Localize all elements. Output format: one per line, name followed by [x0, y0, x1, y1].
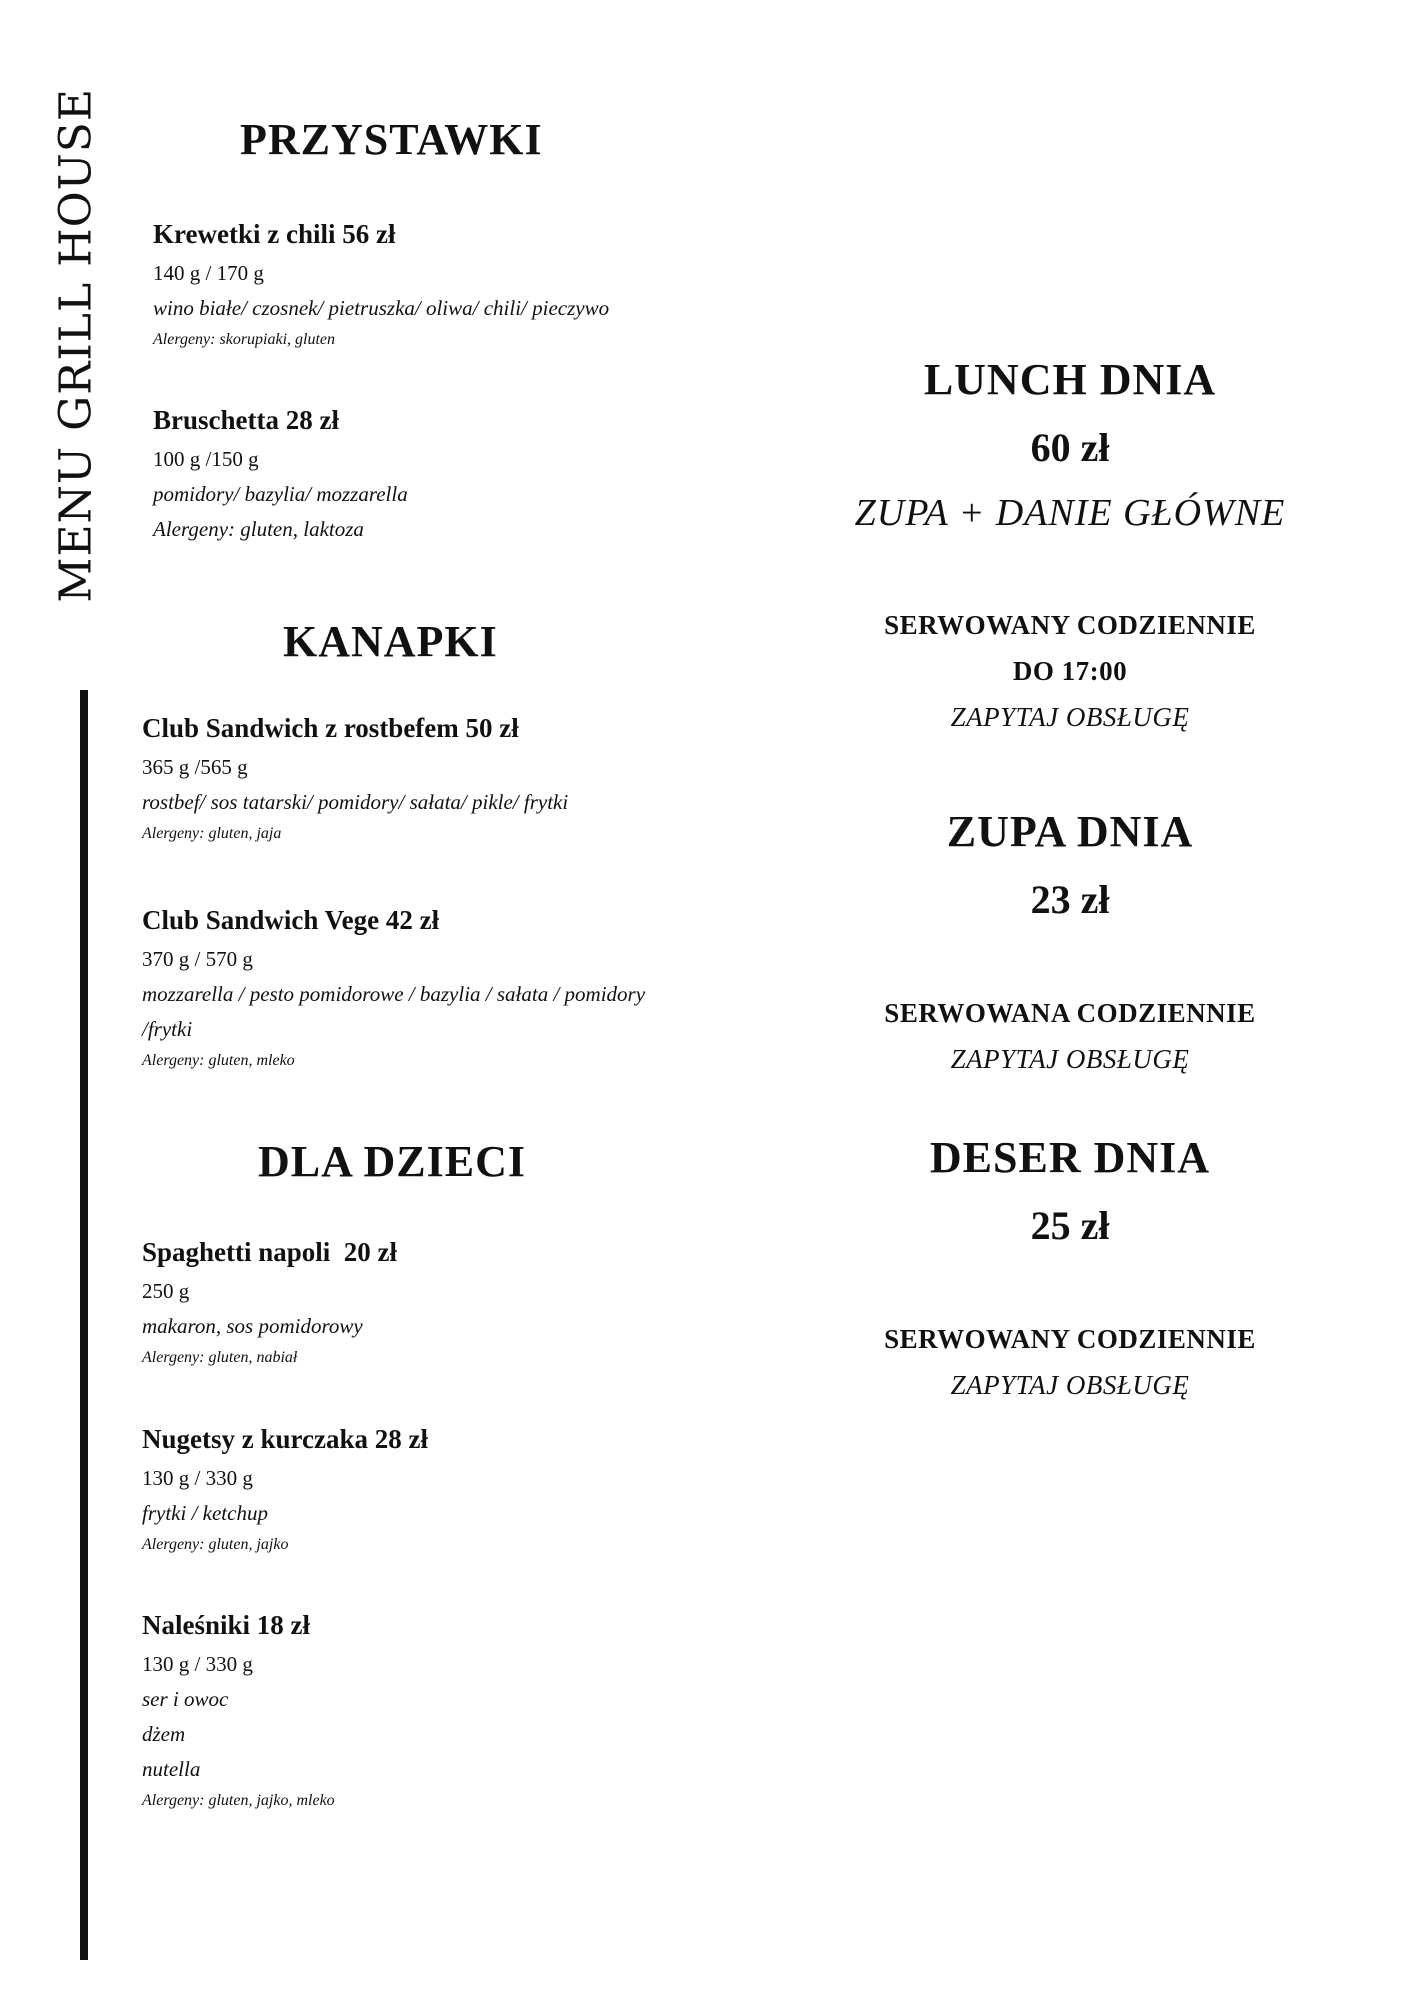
item-name: Krewetki z chili 56 zł	[153, 219, 396, 249]
item-description: ser i owoc	[142, 1687, 229, 1711]
soup-ask-staff: ZAPYTAJ OBSŁUGĘ	[950, 1044, 1190, 1074]
dessert-title: DESER DNIA	[929, 1133, 1211, 1182]
lunch-ask-staff: ZAPYTAJ OBSŁUGĘ	[950, 702, 1190, 732]
item-allergens: Alergeny: gluten, jajko	[142, 1536, 289, 1553]
item-description: nutella	[142, 1757, 201, 1781]
item-description: makaron, sos pomidorowy	[142, 1314, 363, 1338]
item-weight: 365 g /565 g	[142, 755, 248, 779]
item-name: Club Sandwich Vege 42 zł	[142, 905, 440, 935]
menu-item	[142, 1236, 397, 1372]
item-name: Spaghetti napoli 20 zł	[142, 1237, 398, 1267]
section-title-kanapki: KANAPKI	[283, 617, 498, 666]
lunch-served: SERWOWANY CODZIENNIE	[884, 610, 1256, 640]
lunch-subtitle: ZUPA + DANIE GŁÓWNE	[854, 492, 1286, 534]
item-allergens: Alergeny: gluten, laktoza	[153, 517, 364, 541]
item-description: rostbef/ sos tatarski/ pomidory/ sałata/ pikle/ frytki	[142, 790, 569, 814]
menu-title: MENU GRILL HOUSE	[51, 88, 102, 603]
menu-item	[142, 712, 568, 848]
item-allergens: Alergeny: gluten, nabiał	[142, 1349, 298, 1366]
menu-item	[142, 1609, 335, 1815]
item-name: Naleśniki 18 zł	[142, 1610, 311, 1640]
item-name: Nugetsy z kurczaka 28 zł	[142, 1424, 428, 1454]
item-description: frytki / ketchup	[142, 1501, 268, 1525]
dessert-ask-staff: ZAPYTAJ OBSŁUGĘ	[950, 1370, 1190, 1400]
section-title-przystawki: PRZYSTAWKI	[240, 115, 543, 164]
section-title-dla-dzieci: DLA DZIECI	[258, 1137, 526, 1186]
item-allergens: Alergeny: gluten, jaja	[142, 825, 282, 842]
item-description: /frytki	[142, 1017, 193, 1041]
item-weight: 140 g / 170 g	[153, 261, 264, 285]
item-description: dżem	[142, 1722, 186, 1746]
item-weight: 130 g / 330 g	[142, 1466, 253, 1490]
soup-title: ZUPA DNIA	[946, 807, 1194, 856]
soup-price: 23 zł	[1030, 877, 1110, 922]
dessert-served: SERWOWANY CODZIENNIE	[884, 1324, 1256, 1354]
item-weight: 250 g	[142, 1279, 190, 1303]
lunch-title: LUNCH DNIA	[923, 355, 1217, 404]
item-name: Bruschetta 28 zł	[153, 405, 339, 435]
item-weight: 130 g / 330 g	[142, 1652, 253, 1676]
menu-item	[153, 404, 408, 547]
lunch-until: DO 17:00	[1012, 656, 1128, 686]
lunch-price: 60 zł	[1030, 425, 1110, 470]
menu-item	[142, 904, 645, 1075]
item-description: pomidory/ bazylia/ mozzarella	[153, 482, 408, 506]
item-allergens: Alergeny: skorupiaki, gluten	[153, 331, 336, 348]
item-name: Club Sandwich z rostbefem 50 zł	[142, 713, 519, 743]
item-description: mozzarella / pesto pomidorowe / bazylia / sałata / pomidory	[142, 982, 646, 1006]
item-weight: 100 g /150 g	[153, 447, 259, 471]
item-description: wino białe/ czosnek/ pietruszka/ oliwa/ chili/ pieczywo	[153, 296, 610, 320]
item-allergens: Alergeny: gluten, jajko, mleko	[142, 1792, 335, 1809]
soup-served: SERWOWANA CODZIENNIE	[884, 998, 1256, 1028]
menu-item	[153, 218, 609, 354]
item-allergens: Alergeny: gluten, mleko	[142, 1052, 295, 1069]
right-column	[820, 0, 1320, 2000]
menu-item	[142, 1423, 428, 1559]
item-weight: 370 g / 570 g	[142, 947, 253, 971]
dessert-price: 25 zł	[1030, 1203, 1110, 1248]
